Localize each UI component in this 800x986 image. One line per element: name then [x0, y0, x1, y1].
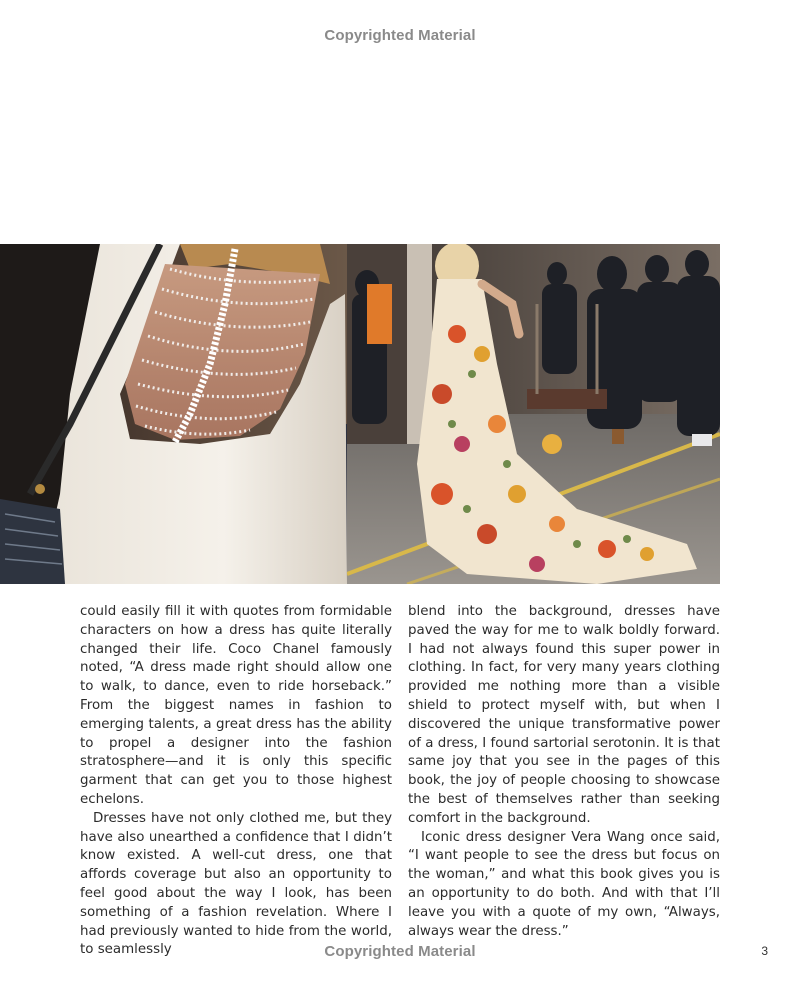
paragraph: could easily fill it with quotes from formidable characters on how a dress has quite literally changed their life. Coco Chanel famously noted, “A dress made right should allow one to walk, to dance, even to ride horseback.” From the biggest names in fashion to emerging talents, a great dress has the ability to propel a designer into the fashion stratosphere—and it is only this specific garment that can get you to those highest echelons.	[80, 604, 392, 807]
copyright-watermark-bottom: Copyrighted Material	[324, 943, 476, 960]
photo-floral-maxi-dress-street	[347, 244, 720, 584]
body-text-right-column	[408, 603, 720, 941]
paragraph: blend into the background, dresses have paved the way for me to walk boldly forward. I had not always found this super power in clothing. In fact, for very many years clothing provided me nothing more than a visible shield to protect myself with, but when I discovered the unique transformative power of a dress, I found sartorial serotonin. It is that same joy that you see in the pages of this book, the joy of people choosing to showcase the best of themselves rather than seeking comfort in the background.	[408, 604, 720, 826]
copyright-watermark-top: Copyrighted Material	[324, 27, 476, 44]
page-number: 3	[761, 944, 768, 958]
photo-white-dress-jeweled-back	[0, 244, 347, 584]
body-text-left-column	[80, 603, 392, 960]
paragraph: Iconic dress designer Vera Wang once said, “I want people to see the dress but focus on the woman,” and what this book gives you is an opportunity to do both. And with that I’ll leave you with a quote of my own, “Always, always wear the dress.”	[408, 829, 720, 939]
paragraph: Dresses have not only clothed me, but they have also unearthed a confidence that I didn’t know existed. A well-cut dress, one that affords coverage but also an opportunity to feel good about the way I look, has been something of a fashion revelation. Where I had previously wanted to hide from the world, to seamlessly	[80, 810, 392, 958]
